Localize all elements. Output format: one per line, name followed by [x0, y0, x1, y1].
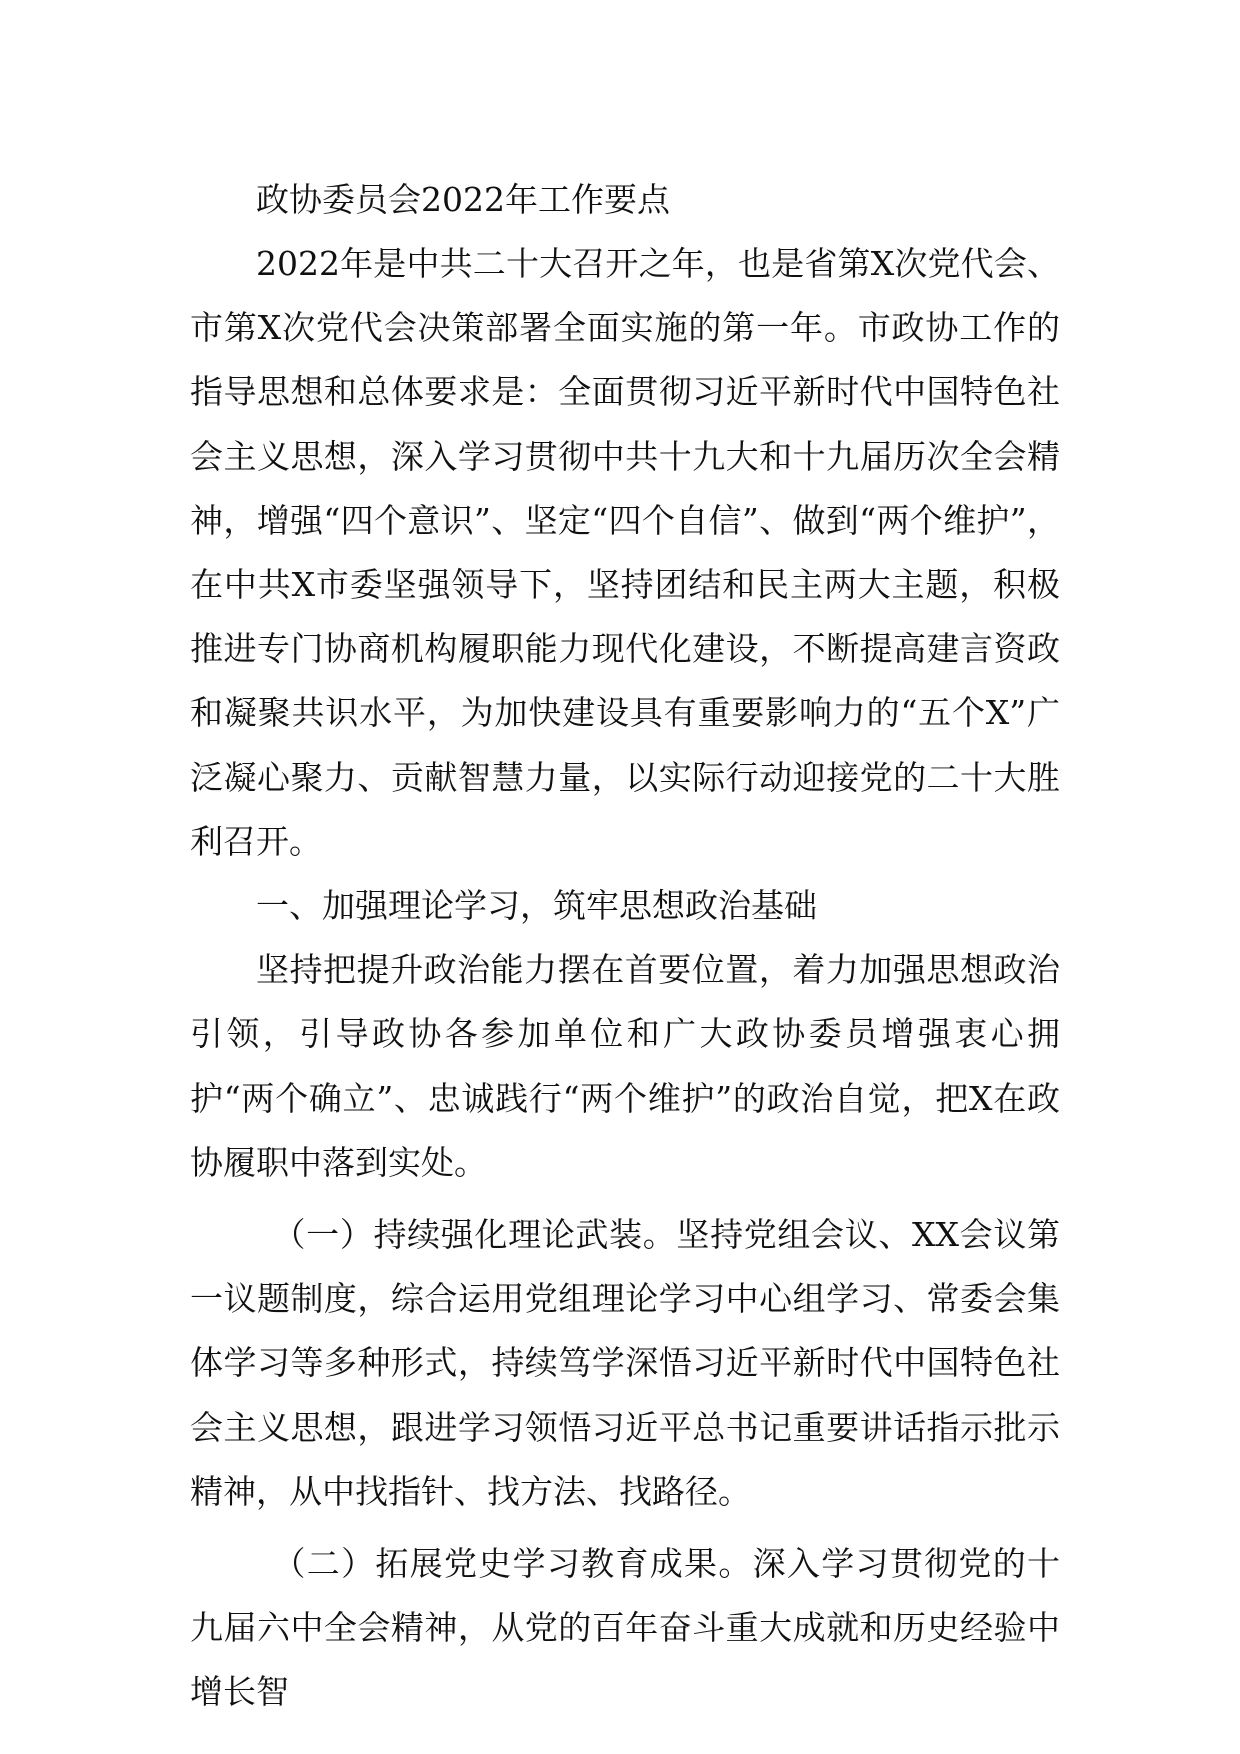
document-body: [190, 168, 1060, 1725]
section-paragraph: 坚持把提升政治能力摆在首要位置，着力加强思想政治引领，引导政协各参加单位和广大政协委员增强衷心拥护“两个确立”、忠诚践行“两个维护”的政治自觉，把X在政协履职中落到实处。: [190, 950, 1060, 1182]
intro-paragraph: 2022年是中共二十大召开之年，也是省第X次党代会、市第X次党代会决策部署全面实施的第一年。市政协工作的指导思想和总体要求是：全面贯彻习近平新时代中国特色社会主义思想，深入学习贯彻中共十九大和十九届历次全会精神，增强“四个意识”、坚定“四个自信”、做到“两个维护”，在中共X市委坚强领导下，坚持团结和民主两大主题，积极推进专门协商机构履职能力现代化建设，不断提高建言资政和凝聚共识水平，为加快建设具有重要影响力的“五个X”广泛凝心聚力、贡献智慧力量，以实际行动迎接党的二十大胜利召开。: [190, 244, 1060, 861]
document-title: 政协委员会2022年工作要点: [256, 180, 670, 219]
paragraph-spacer: [190, 1524, 1060, 1532]
paragraph-spacer: [190, 1195, 1060, 1203]
item-paragraph-1: （一）持续强化理论武装。坚持党组会议、XX会议第一议题制度，综合运用党组理论学习中心组学习、常委会集体学习等多种形式，持续笃学深悟习近平新时代中国特色社会主义思想，跟进学习领悟习近平总书记重要讲话指示批示精神，从中找指针、找方法、找路径。: [190, 1215, 1060, 1511]
item-paragraph-2: （二）拓展党史学习教育成果。深入学习贯彻党的十九届六中全会精神，从党的百年奋斗重大成就和历史经验中增长智: [190, 1544, 1060, 1712]
section-heading: 一、加强理论学习，筑牢思想政治基础: [256, 886, 817, 926]
